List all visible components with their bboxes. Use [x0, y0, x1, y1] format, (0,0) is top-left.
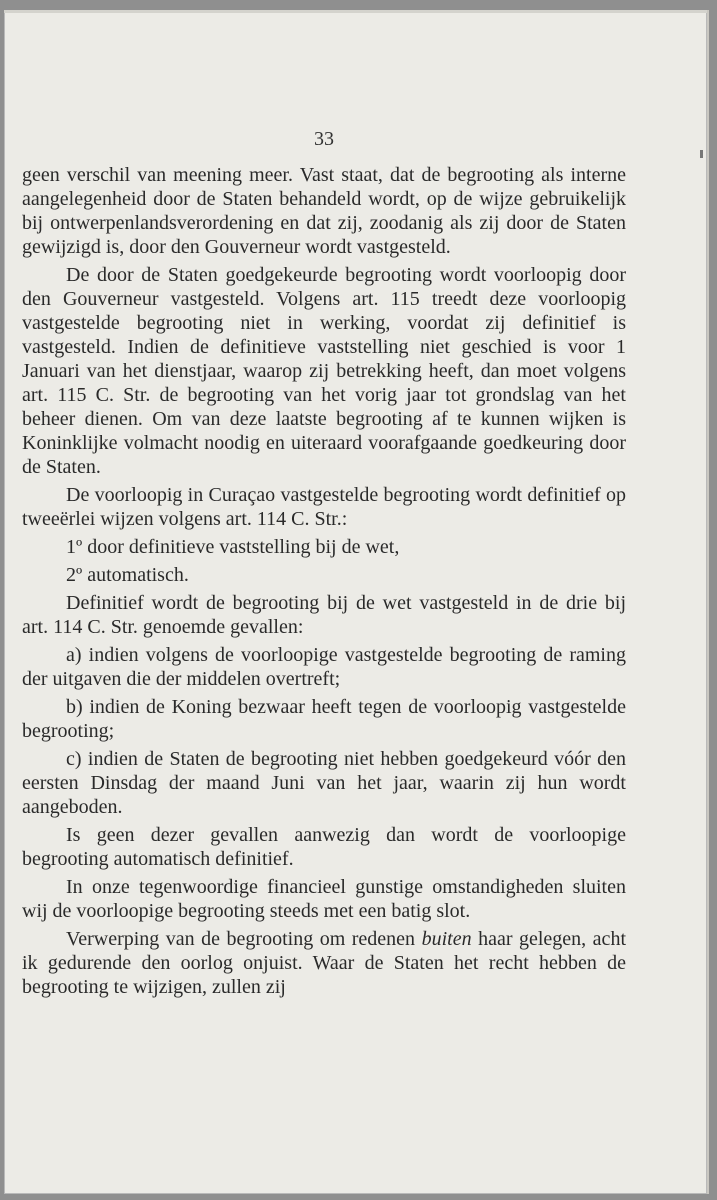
- paragraph-9: c) indien de Staten de begrooting niet hebben goedgekeurd vóór den eersten Dinsdag der maand Juni van het jaar, waarin zij hun wordt aangeboden.: [22, 748, 626, 818]
- page-mark: [700, 150, 703, 158]
- body-text: [22, 163, 626, 1003]
- paragraph-6: Definitief wordt de begrooting bij de wet vastgesteld in de drie bij art. 114 C. Str. genoemde gevallen:: [22, 592, 626, 638]
- paragraph-4: 1º door definitieve vaststelling bij de wet,: [66, 536, 400, 558]
- paragraph-5: 2º automatisch.: [66, 564, 189, 586]
- paragraph-12-start: Verwerping van de begrooting om redenen: [66, 928, 422, 950]
- paragraph-11: In onze tegenwoordige financieel gunstige omstandigheden sluiten wij de voorloopige begrooting steeds met een batig slot.: [22, 876, 626, 922]
- paragraph-3: De voorloopig in Curaçao vastgestelde begrooting wordt definitief op tweeërlei wijzen volgens art. 114 C. Str.:: [22, 484, 626, 530]
- document-page: [4, 10, 709, 1194]
- paragraph-2: De door de Staten goedgekeurde begrooting wordt voorloopig door den Gouverneur vastgesteld. Volgens art. 115 treedt deze voorloopig vastgestelde begrooting niet in werking, voordat zij definitief is vastgesteld. Indien de definitieve vaststelling niet geschied is voor 1 Januari van het dienstjaar, waarop zij betrekking heeft, dan moet volgens art. 115 C. Str. de begrooting van het vorig jaar tot grondslag van het beheer dienen. Om van deze laatste begrooting af te kunnen wijken is Koninklijke volmacht noodig en uiteraard voorafgaande goedkeuring door de Staten.: [22, 264, 626, 478]
- emphasized-word: buiten: [421, 928, 472, 950]
- page-top-edge: [4, 10, 707, 13]
- paragraph-12: [22, 927, 626, 999]
- paragraph-8: b) indien de Koning bezwaar heeft tegen de voorloopig vastgestelde begrooting;: [22, 696, 626, 742]
- paragraph-7: a) indien volgens de voorloopige vastgestelde begrooting de raming der uitgaven die der middelen overtreft;: [22, 644, 626, 690]
- paragraph-10: Is geen dezer gevallen aanwezig dan wordt de voorloopige begrooting automatisch definitief.: [22, 824, 626, 870]
- page-number: 33: [314, 128, 334, 150]
- paragraph-12-end: haar gelegen, acht ik gedurende den oorlog onjuist. Waar de Staten het recht hebben de begrooting te wijzigen, zullen zij: [22, 928, 626, 998]
- paragraph-1: geen verschil van meening meer. Vast staat, dat de begrooting als interne aangelegenheid door de Staten behandeld wordt, op de wijze gebruikelijk bij ontwerpenlandsverordening en dat zij, zoodanig als zij door de Staten gewijzigd is, door den Gouverneur wordt vastgesteld.: [22, 164, 626, 258]
